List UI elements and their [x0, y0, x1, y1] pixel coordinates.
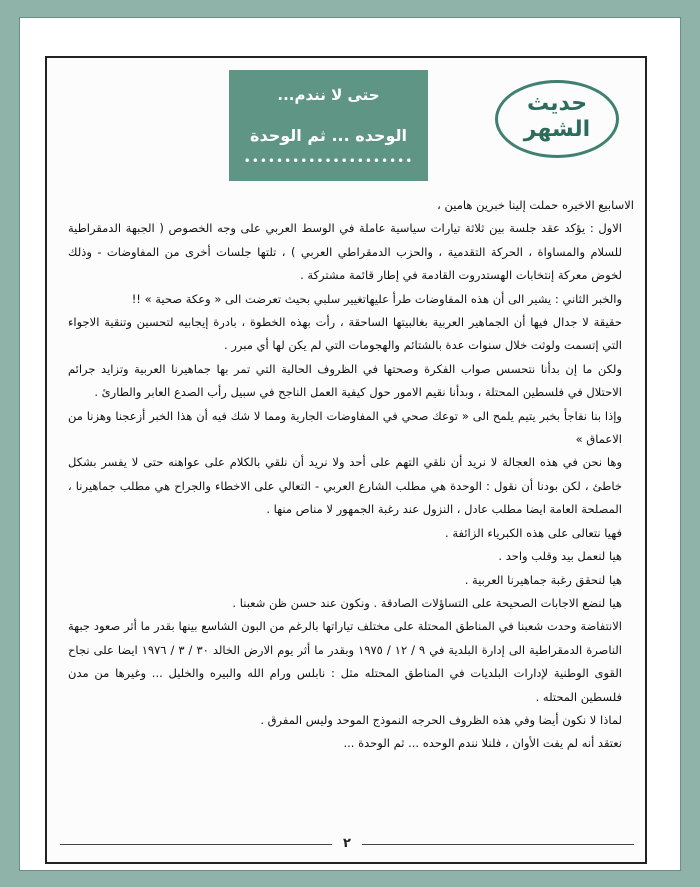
footer-rule-right: [362, 844, 634, 845]
paragraph: والخبر الثاني : يشير الى أن هذه المفاوضات طرأ عليهاتغيير سلبي بحيث تعرضت الى « وعكة صحية » !!: [131, 291, 622, 306]
section-logo: [495, 80, 619, 158]
paragraph: وها نحن في هذه العجالة لا نريد أن نلقي التهم على أحد ولا نريد أن نلقي بالكلام على عواهنه حتى لا يفسر بشكل خاطئ ، لكن بودنا أن نقول : الوحدة هي مطلب الشارع العربي - التعالي على الاخطاء والجراح هي مطلب جماهيرنا ، المصلحة العامة ايضا مطلب عادل ، النزول عند رغبة الجمهور لا مناص منها .: [68, 455, 622, 517]
paragraph: هيا لنضع الاجابات الصحيحة على التساؤلات الصادقة . ونكون عند حسن ظن شعبنا .: [232, 595, 622, 610]
paragraph: لماذا لا نكون أيضا وفي هذه الظروف الحرجه النموذج الموحد وليس المفرق .: [260, 712, 622, 727]
page-number: ٢: [343, 836, 351, 851]
headline-subtitle: الوحده ... ثم الوحدة: [250, 126, 407, 145]
page-footer: [60, 836, 635, 852]
paragraph: الانتفاضة وحدت شعبنا في المناطق المحتلة على مختلف تياراتها بالرغم من البون الشاسع بينها بقدر ما أثر صعود جبهة الناصرة الدمقراطية الى إدارة البلدية في ٩ / ١٢ / ١٩٧٥ وبقدر ما أثر يوم الارض الخالد ٣٠ / ٣ / ١٩٧٦ ايضا على نجاح القوى الوطنية لإدارات البلديات في المناطق المحتله مثل : نابلس ورام الله والبيره والخليل ... وغيرها من مدن فلسطين المحتله .: [68, 619, 622, 704]
logo-line2: الشهر: [523, 117, 591, 142]
footer-rule-left: [60, 844, 332, 845]
paragraph: وإذا بنا نفاجأ بخبر يتيم يلمح الى « توعك صحي في المفاوضات الجارية ومما لا شك فيه أن هذا الخبر أزعجنا وهزنا من الاعماق »: [68, 408, 622, 447]
paragraph: نعتقد أنه لم يفت الأوان ، فلنلا نندم الوحده ... ثم الوحدة ...: [343, 736, 622, 751]
paragraph: الاول : يؤكد عقد جلسة بين ثلاثة تيارات سياسية عاملة في الوسط العربي على وجه الخصوص ( الجبهة الدمقراطية للسلام والمساواة ، الحركة التقدمية ، والحزب الدمقراطي العربي ) ، تلتها جلسات أخرى من المفاوضات - وذلك لخوض معركة إنتخابات الهستدروت القادمة في إطار قائمة مشتركة .: [68, 221, 622, 283]
logo-line1: حديث: [526, 91, 588, 116]
paragraph: هيا لنعمل بيد وقلب واحد .: [498, 549, 622, 564]
headline-box: [229, 70, 428, 181]
paragraph: هيا لنحقق رغبة جماهيرنا العربية .: [464, 572, 622, 587]
paragraph: حقيقة لا جدال فيها أن الجماهير العربية بغالبيتها الساحقة ، رأت بهذه الخطوة ، بادرة إيجابيه لتحسين وتنقية الاجواء التي إتسمت ولوثت خلال سنوات عدة بالشتائم والهجومات التي لم يكن لها أي مبرر .: [68, 315, 622, 353]
paragraph: ولكن ما إن بدأنا نتحسس صواب الفكرة وصحتها في الظروف الحالية التي تمر بها جماهيرنا العربية وتزايد جرائم الاحتلال في فلسطين المحتلة ، وبدأنا نقيم الامور حول كيفية العمل الناجح في سبيل رأب الصدع العابر والطارئ .: [68, 361, 622, 400]
paragraph: فهيا نتعالى على هذه الكبرياء الزائفة .: [445, 525, 622, 540]
headline-dots-divider: •••••••••••••••••••••: [243, 154, 414, 168]
headline-title: حتى لا نندم...: [277, 86, 380, 104]
article-body: [68, 194, 634, 756]
paragraph: الاسابيع الاخيره حملت إلينا خبرين هامين ،: [437, 198, 634, 212]
